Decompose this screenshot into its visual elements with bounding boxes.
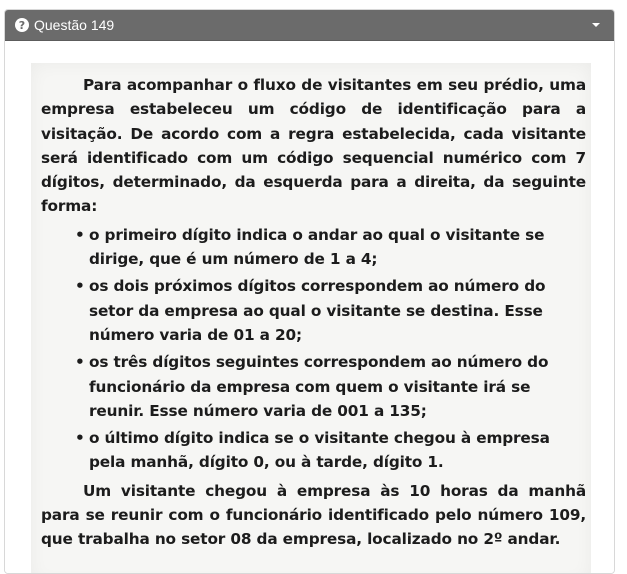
- bullet-dot: •: [75, 277, 85, 296]
- list-item-text: os dois próximos dígitos correspondem ao número do setor da empresa ao qual o visitante se destina. Esse número varia de 01 a 20;: [89, 277, 546, 344]
- bullet-dot: •: [75, 353, 85, 372]
- question-circle-icon: ?: [15, 18, 29, 32]
- list-item: [75, 426, 586, 475]
- bullet-dot: •: [75, 225, 85, 244]
- caret-down-icon[interactable]: [592, 23, 600, 27]
- intro-paragraph: Para acompanhar o fluxo de visitantes em seu prédio, uma empresa estabeleceu um código de identificação para a visitação. De acordo com a regra estabelecida, cada visitante será identificado com um código sequencial numérico com 7 dígitos, determinado, da esquerda para a direita, da seguinte forma:: [41, 76, 586, 216]
- list-item: [75, 274, 586, 347]
- question-text: [41, 73, 586, 552]
- list-item: [75, 223, 586, 272]
- question-panel: [4, 9, 615, 574]
- list-item-text: o primeiro dígito indica o andar ao qual o visitante se dirige, que é um número de 1 a 4;: [89, 225, 545, 269]
- list-item-text: os três dígitos seguintes correspondem ao número do funcionário da empresa com quem o visitante irá se reunir. Esse número varia de 001 a 135;: [89, 353, 549, 420]
- question-title: Questão 149: [34, 17, 115, 33]
- closing-paragraph: Um visitante chegou à empresa às 10 horas da manhã para se reunir com o funcionário identificado pelo número 109, que trabalha no setor 08 da empresa, localizado no 2º andar.: [41, 481, 586, 549]
- bullet-dot: •: [75, 429, 85, 448]
- list-item: [75, 350, 586, 423]
- question-body: [5, 41, 614, 573]
- list-item-text: o último dígito indica se o visitante chegou à empresa pela manhã, dígito 0, ou à tarde, dígito 1.: [89, 429, 550, 472]
- question-header[interactable]: [5, 10, 614, 41]
- rules-list: [41, 223, 586, 475]
